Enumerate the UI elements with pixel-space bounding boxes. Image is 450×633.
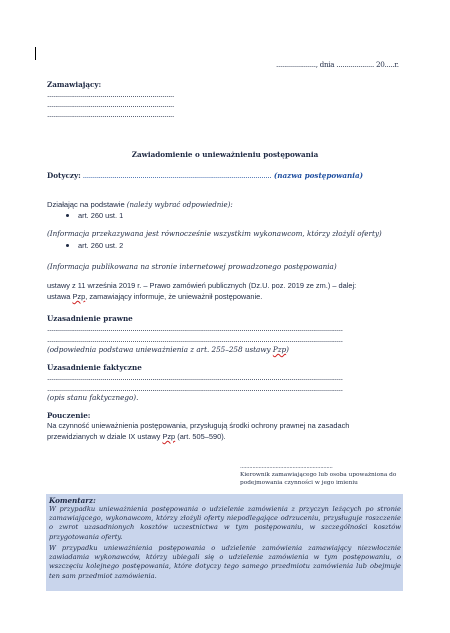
legal-note xyxy=(47,345,289,354)
statute-line-2-b: , zamawiający informuje, że unieważnił postępowanie. xyxy=(85,292,263,301)
comment-box xyxy=(46,494,403,591)
statute-line-1: ustawy z 11 września 2019 r. – Prawo zamówień publicznych (Dz.U. poz. 2019 ze zm.) – dalej: xyxy=(47,281,357,290)
legal-note-b: ) xyxy=(286,345,289,354)
factual-note: (opis stanu faktycznego). xyxy=(47,393,139,402)
signature-line-2: podejmowania czynności w jego imieniu xyxy=(240,480,358,486)
zamawiajacy-line-3[interactable]: ................................................................ xyxy=(47,110,175,119)
dotyczy-label: Dotyczy: xyxy=(47,171,81,180)
pouczenie-line-2 xyxy=(47,432,226,441)
pouczenie-pzp: Pzp xyxy=(162,432,176,441)
zamawiajacy-label: Zamawiający: xyxy=(47,80,102,89)
basis-info-1: (Informacja przekazywana jest równocześnie wszystkim wykonawcom, którzy złożyli oferty) xyxy=(47,229,382,238)
text-cursor xyxy=(35,47,36,60)
pouczenie-line-1: Na czynność unieważnienia postępowania, przysługują środki ochrony prawnej na zasadach xyxy=(47,421,350,430)
basis-item-1[interactable]: art. 260 ust. 1 xyxy=(78,211,124,220)
document-title: Zawiadomienie o unieważnieniu postępowania xyxy=(131,150,319,159)
pouczenie-line-2-a: przewidzianych w dziale IX ustawy xyxy=(47,432,163,441)
dotyczy-name: (nazwa postępowania) xyxy=(271,171,364,180)
zamawiajacy-line-1[interactable]: ................................................................ xyxy=(47,90,175,99)
statute-pzp: Pzp xyxy=(72,292,86,301)
bullet-icon xyxy=(66,214,69,217)
pouczenie-heading: Pouczenie: xyxy=(47,411,91,420)
factual-heading: Uzasadnienie faktyczne xyxy=(47,363,142,372)
date-line[interactable]: ...................., dnia ................... 20.....r. xyxy=(276,60,399,69)
signature-dots[interactable]: ............................................................ xyxy=(240,464,333,470)
legal-heading: Uzasadnienie prawne xyxy=(47,314,133,323)
legal-note-pzp: Pzp xyxy=(272,345,287,354)
basis-heading-text: Działając na podstawie xyxy=(47,200,127,209)
legal-line-2[interactable]: ..................................................................................................................................................... xyxy=(47,335,343,344)
legal-line-1[interactable]: ..................................................................................................................................................... xyxy=(47,324,343,333)
statute-line-2 xyxy=(47,292,262,301)
dotyczy-dots[interactable]: ............................................................................................... xyxy=(80,171,272,180)
basis-heading-note: (należy wybrać odpowiednie): xyxy=(126,201,233,209)
signature-line-1: Kierownik zamawiającego lub osoba upoważniona do xyxy=(240,472,397,478)
dotyczy-line xyxy=(47,171,363,180)
basis-heading xyxy=(47,200,233,210)
basis-item-2[interactable]: art. 260 ust. 2 xyxy=(78,241,124,250)
zamawiajacy-line-2[interactable]: ................................................................ xyxy=(47,100,175,109)
legal-note-a: (odpowiednia podstawa unieważnienia z art. 255–258 ustawy xyxy=(47,345,273,354)
factual-line-1[interactable]: ..................................................................................................................................................... xyxy=(47,373,343,382)
comment-heading: Komentarz: xyxy=(49,496,96,505)
comment-paragraph-1: W przypadku unieważnienia postępowania o udzielenie zamówienia z przyczyn leżących po stronie zamawiającego, wykonawcom, którzy złożyli oferty niepodlegające odrzuceniu, przysługuje roszczenie o zwrot uzasadnionych kosztów uczestnictwa w tym postępowaniu, w szczególności kosztów przygotowania oferty. xyxy=(49,505,401,541)
statute-line-2-a: ustawa xyxy=(47,292,73,301)
pouczenie-line-2-b: (art. 505–590). xyxy=(175,432,226,441)
comment-paragraph-2: W przypadku unieważnienia postępowania o udzielenie zamówienia zamawiający niezwłocznie zawiadamia wykonawców, którzy ubiegali się o udzielenie zamówienia w tym postępowaniu, o wszczęciu kolejnego postępowania, które dotyczy tego samego przedmiotu zamówienia lub obejmuje ten sam przedmiot zamówienia. xyxy=(49,544,401,580)
factual-line-2[interactable]: ..................................................................................................................................................... xyxy=(47,384,343,393)
bullet-icon xyxy=(66,244,69,247)
basis-info-2: (Informacja publikowana na stronie internetowej prowadzonego postępowania) xyxy=(47,262,337,271)
